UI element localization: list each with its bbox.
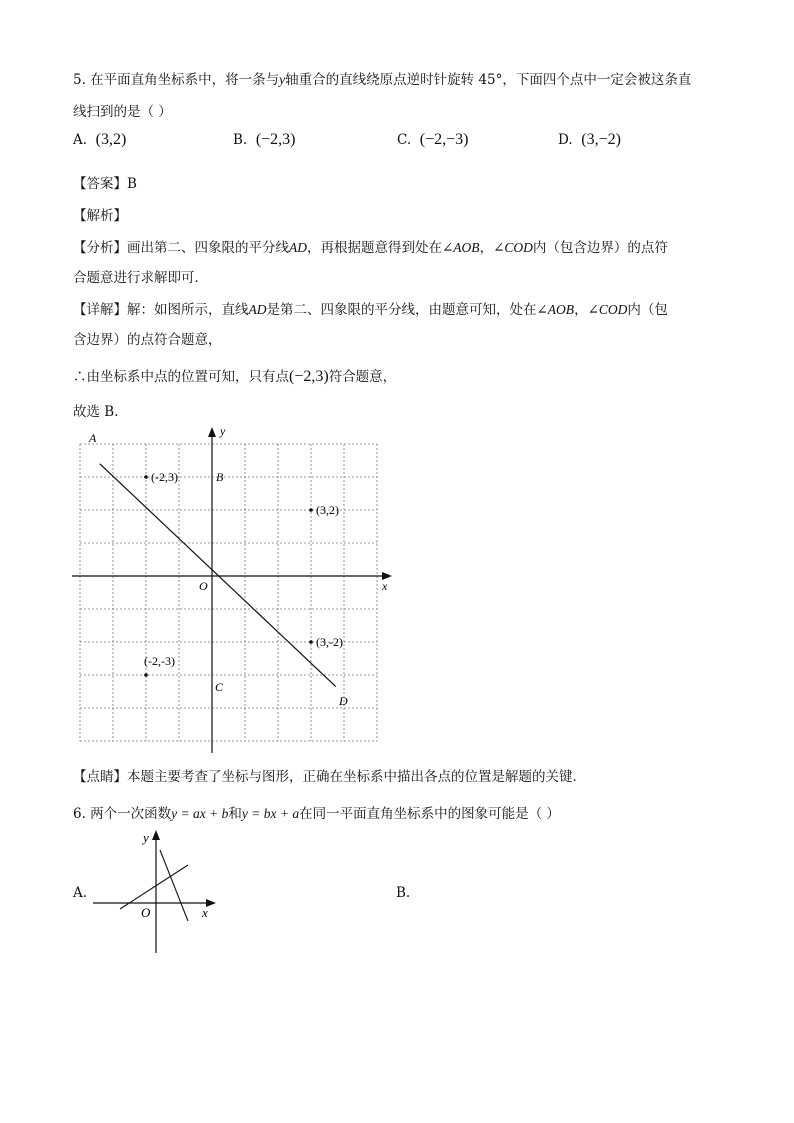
option-value: (−2,−3) <box>419 131 469 148</box>
option-value: (3,2) <box>95 131 127 148</box>
xiangjie-text: 是第二、四象限的平分线，由题意可知，处在 <box>266 302 537 318</box>
dianjing-text: 本题主要考查了坐标与图形，正确在坐标系中描出各点的位置是解题的关键． <box>127 769 586 785</box>
fenxi-tag: 【分析】 <box>73 240 127 256</box>
y-axis-label: y <box>220 425 226 438</box>
q5-option-b <box>233 131 296 149</box>
line-ad <box>100 464 336 687</box>
q5-stem-part: 5. 在平面直角坐标系中，将一条与 <box>73 72 280 88</box>
dianjing-tag: 【点睛】 <box>73 769 127 785</box>
label-d: D <box>339 694 348 708</box>
therefore-point: (−2,3) <box>289 368 329 385</box>
xiangjie-tag: 【详解】 <box>73 302 127 318</box>
point-label: (3,2) <box>316 503 339 517</box>
fenxi-ad: AD <box>289 240 307 255</box>
q5-xiangjie-line1 <box>73 298 668 318</box>
q5-choose: 故选 B． <box>73 404 128 420</box>
xiangjie-ad: AD <box>248 302 267 317</box>
fenxi-text: 画出第二、四象限的平分线 <box>127 240 289 256</box>
q5-stem-part: 轴重合的直线绕原点逆时针旋转 45°，下面四个点中一定会被这条直 <box>285 72 692 88</box>
label-b: B <box>216 470 224 484</box>
fenxi-text: 内（包含边界）的点符 <box>532 240 668 256</box>
fenxi-text: ，再根据题意得到处在 <box>307 240 442 256</box>
answer-tag: 【答案】 <box>73 176 127 192</box>
origin-label: O <box>199 579 208 593</box>
therefore-text: 符合题意， <box>328 369 397 385</box>
q5-therefore <box>73 365 396 386</box>
xiangjie-angle-aob: ∠AOB <box>536 302 575 317</box>
q6-y-label: y <box>143 830 149 845</box>
q6-stem-part: 6. 两个一次函数 <box>73 806 172 822</box>
coordinate-figure <box>70 425 400 755</box>
label-c: C <box>215 680 224 694</box>
grid <box>80 444 377 741</box>
q5-option-a <box>73 131 126 149</box>
q6-option-b-label: B. <box>396 885 411 901</box>
xiangjie-text: 内（包 <box>627 302 668 318</box>
q5-answer <box>73 172 137 192</box>
y-axis-arrow-icon <box>208 427 216 437</box>
q5-fenxi-line1 <box>73 236 668 256</box>
therefore-text: ∴由坐标系中点的位置可知，只有点 <box>73 369 289 385</box>
q6-function-2: y = bx + a <box>241 806 300 821</box>
q6-function-1: y = ax + b <box>171 806 229 821</box>
q6-y-arrow-icon <box>152 830 160 840</box>
option-label: D. <box>558 132 573 148</box>
option-label: B. <box>233 132 248 148</box>
q5-stem-line1 <box>73 68 691 88</box>
option-value: (3,−2) <box>581 131 621 148</box>
q5-analysis-tag: 【解析】 <box>73 208 127 224</box>
option-value: (−2,3) <box>255 131 296 148</box>
option-label: A. <box>73 132 88 148</box>
xiangjie-text: ， <box>574 302 588 318</box>
x-axis-label: x <box>382 579 388 593</box>
q5-fenxi-line2: 合题意进行求解即可． <box>73 270 208 286</box>
q6-stem-part: 在同一平面直角坐标系中的图象可能是（ ） <box>299 806 560 822</box>
q5-dianjing <box>73 765 586 785</box>
q5-xiangjie-line2: 含边界）的点符合题意， <box>73 332 222 348</box>
point-dot <box>144 673 148 677</box>
q6-line-2 <box>160 850 188 921</box>
option-label: C. <box>397 132 412 148</box>
q6-stem-part: 和 <box>228 806 242 822</box>
q6-stem <box>73 802 560 822</box>
points-layer <box>144 470 343 677</box>
q5-stem-line2: 线扫到的是（ ） <box>73 104 172 120</box>
answer-value: B <box>127 176 137 192</box>
q6-x-label: x <box>202 905 208 920</box>
q6-option-a-label: A. <box>73 885 88 901</box>
fenxi-text: ， <box>479 240 494 256</box>
point-label: (-2,-3) <box>144 654 175 668</box>
q6-origin-label: O <box>141 905 151 920</box>
q6-option-a-graph <box>90 825 230 955</box>
q5-stem-var: y <box>279 72 286 87</box>
fenxi-angle-aob: ∠AOB <box>442 240 480 255</box>
point-dot <box>144 475 148 479</box>
xiangjie-text: 解：如图所示，直线 <box>127 302 249 318</box>
point-dot <box>309 508 313 512</box>
point-label: (3,-2) <box>316 635 343 649</box>
fenxi-angle-cod: ∠COD <box>493 240 533 255</box>
label-a: A <box>89 431 97 445</box>
q5-option-c <box>397 131 468 149</box>
xiangjie-angle-cod: ∠COD <box>587 302 628 317</box>
point-dot <box>309 640 313 644</box>
q5-option-d <box>558 131 621 149</box>
point-label: (-2,3) <box>151 470 178 484</box>
